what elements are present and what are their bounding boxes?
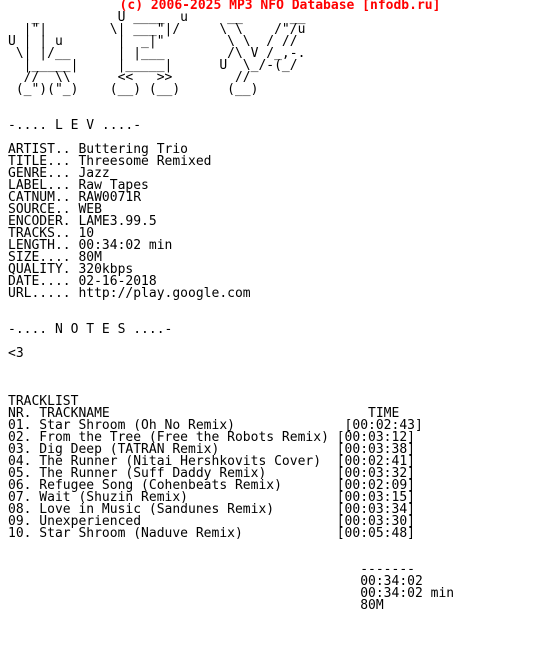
info-source: SOURCE.. WEB bbox=[8, 202, 102, 217]
info-date: DATE.... 02-16-2018 bbox=[8, 274, 157, 289]
info-title: TITLE... Threesome Remixed bbox=[8, 154, 212, 169]
blank-line bbox=[8, 96, 454, 108]
info-catnum: CATNUM.. RAW0071R bbox=[8, 190, 142, 205]
info-artist: ARTIST.. Buttering Trio bbox=[8, 142, 189, 157]
track-row: 07. Wait (Shuzin Remix) [00:03:15] bbox=[8, 490, 415, 505]
info-size: SIZE.... 80M bbox=[8, 250, 102, 265]
blank-line bbox=[8, 336, 454, 348]
track-row: 10. Star Shroom (Naduve Remix) [00:05:48] bbox=[8, 526, 415, 541]
totals-divider: ------- bbox=[8, 562, 415, 577]
blank-line bbox=[8, 360, 454, 372]
logo-line: \| |/__ | |___ /\ V /_,-. bbox=[8, 46, 306, 61]
track-row: 05. The Runner (Suff Daddy Remix) [00:03:32] bbox=[8, 466, 415, 481]
notes-text: <3 bbox=[8, 346, 24, 361]
totals-time: 00:34:02 bbox=[8, 574, 423, 589]
track-row: 06. Refugee Song (Cohenbeats Remix) [00:02:09] bbox=[8, 478, 415, 493]
totals-size: 80M bbox=[8, 598, 384, 613]
track-row: 09. Unexperienced [00:03:30] bbox=[8, 514, 415, 529]
info-genre: GENRE... Jazz bbox=[8, 166, 110, 181]
logo-line: |"| \| ___"|/ \ \ /"/u bbox=[8, 22, 306, 37]
info-length: LENGTH.. 00:34:02 min bbox=[8, 238, 173, 253]
info-url: URL..... http://play.google.com bbox=[8, 286, 251, 301]
blank-line bbox=[8, 540, 454, 552]
info-quality: QUALITY. 320kbps bbox=[8, 262, 134, 277]
logo-line: // \\ << >> // bbox=[8, 70, 251, 85]
track-row: 04. The Runner (Nitai Hershkovits Cover) [00:02:41] bbox=[8, 454, 415, 469]
blank-line bbox=[8, 300, 454, 312]
notes-heading: -.... N O T E S ....- bbox=[8, 322, 173, 337]
track-row: 03. Dig Deep (TATRAN Remix) [00:03:38] bbox=[8, 442, 415, 457]
info-label: LABEL... Raw Tapes bbox=[8, 178, 149, 193]
info-encoder: ENCODER. LAME3.99.5 bbox=[8, 214, 157, 229]
track-row: 02. From the Tree (Free the Robots Remix) [00:03:12] bbox=[8, 430, 415, 445]
tracklist-columns: NR. TRACKNAME TIME bbox=[8, 406, 400, 421]
info-tracks: TRACKS.. 10 bbox=[8, 226, 95, 241]
track-row: 08. Love in Music (Sandunes Remix) [00:03:34] bbox=[8, 502, 415, 517]
logo-line: U | | u | _|" \ \ / // bbox=[8, 34, 298, 49]
nfo-title: -.... L E V ....- bbox=[8, 118, 142, 133]
tracklist-heading: TRACKLIST bbox=[8, 394, 79, 409]
nfo-document bbox=[8, 12, 454, 612]
logo-line: _ U ____ u __ __ bbox=[8, 10, 306, 25]
totals-time-min: 00:34:02 min bbox=[8, 586, 455, 601]
logo-line: (_")("_) (__) (__) (__) bbox=[8, 82, 259, 97]
site-header[interactable]: (c) 2006-2025 MP3 NFO Database [nfodb.ru] bbox=[119, 0, 441, 13]
logo-line: |_____| |_____| U \_/-(_/ bbox=[8, 58, 298, 73]
blank-line bbox=[8, 372, 454, 384]
track-row: 01. Star Shroom (Oh No Remix) [00:02:43] bbox=[8, 418, 423, 433]
